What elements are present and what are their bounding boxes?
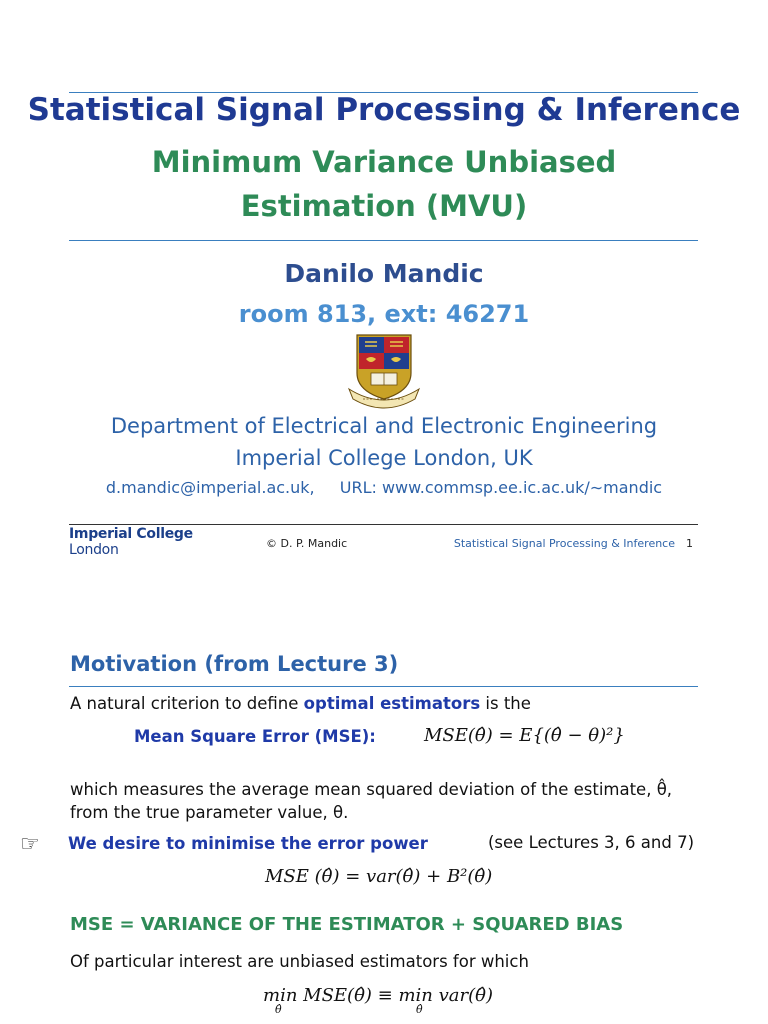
imperial-logo: [69, 526, 193, 558]
footer-rule: [69, 524, 698, 525]
email-link[interactable]: d.mandic@imperial.ac.uk,: [105, 478, 315, 497]
intro-post: is the: [480, 694, 531, 713]
min-formula: min MSE(θ̂) ≡ min var(θ̂): [263, 985, 493, 1006]
slide-subtitle-line2: Estimation (MVU): [240, 189, 528, 223]
desire-label: We desire to minimise the error power: [68, 834, 428, 853]
mse-banner: MSE = VARIANCE OF THE ESTIMATOR + SQUARED BIAS: [70, 914, 624, 935]
decomposition-formula: MSE (θ̂) = var(θ̂) + B²(θ̂): [265, 866, 493, 887]
min-subscript-left: θ̂: [275, 1003, 282, 1016]
footer-page-number: 1: [686, 537, 693, 550]
section-title: Motivation (from Lecture 3): [70, 652, 399, 676]
slide-title: Statistical Signal Processing & Inference: [27, 92, 741, 128]
desire-reference: (see Lectures 3, 6 and 7): [488, 833, 695, 852]
min-subscript-right: θ̂: [416, 1003, 423, 1016]
intro-pre: A natural criterion to define: [70, 694, 304, 713]
author-name: Danilo Mandic: [284, 259, 484, 288]
footer-copyright: © D. P. Mandic: [266, 537, 348, 550]
contact-line: [0, 478, 768, 497]
room-info: room 813, ext: 46271: [238, 300, 530, 328]
measure-line2: from the true parameter value, θ.: [70, 803, 349, 822]
imperial-college-crest: [345, 333, 423, 413]
measure-line1: which measures the average mean squared deviation of the estimate, θ̂,: [70, 780, 673, 799]
url-link[interactable]: URL: www.commsp.ee.ic.ac.uk/∼mandic: [339, 478, 663, 497]
mse-formula: MSE(θ̂) = E{(θ̂ − θ)²}: [424, 725, 625, 746]
pointing-hand-icon: ☞: [20, 832, 40, 857]
unbiased-text: Of particular interest are unbiased estimators for which: [70, 952, 529, 971]
logo-line2: London: [69, 542, 119, 558]
section-rule: [69, 686, 698, 687]
slide-subtitle-line1: Minimum Variance Unbiased: [151, 145, 617, 179]
mse-label: Mean Square Error (MSE):: [134, 727, 376, 746]
intro-line: [70, 694, 531, 713]
intro-emphasis: optimal estimators: [303, 694, 481, 713]
title-bottom-rule: [69, 240, 698, 241]
footer-short-title: Statistical Signal Processing & Inference: [453, 537, 675, 550]
department: Department of Electrical and Electronic Engineering: [110, 414, 658, 438]
institution: Imperial College London, UK: [235, 446, 533, 470]
logo-line1: Imperial College: [69, 526, 193, 542]
